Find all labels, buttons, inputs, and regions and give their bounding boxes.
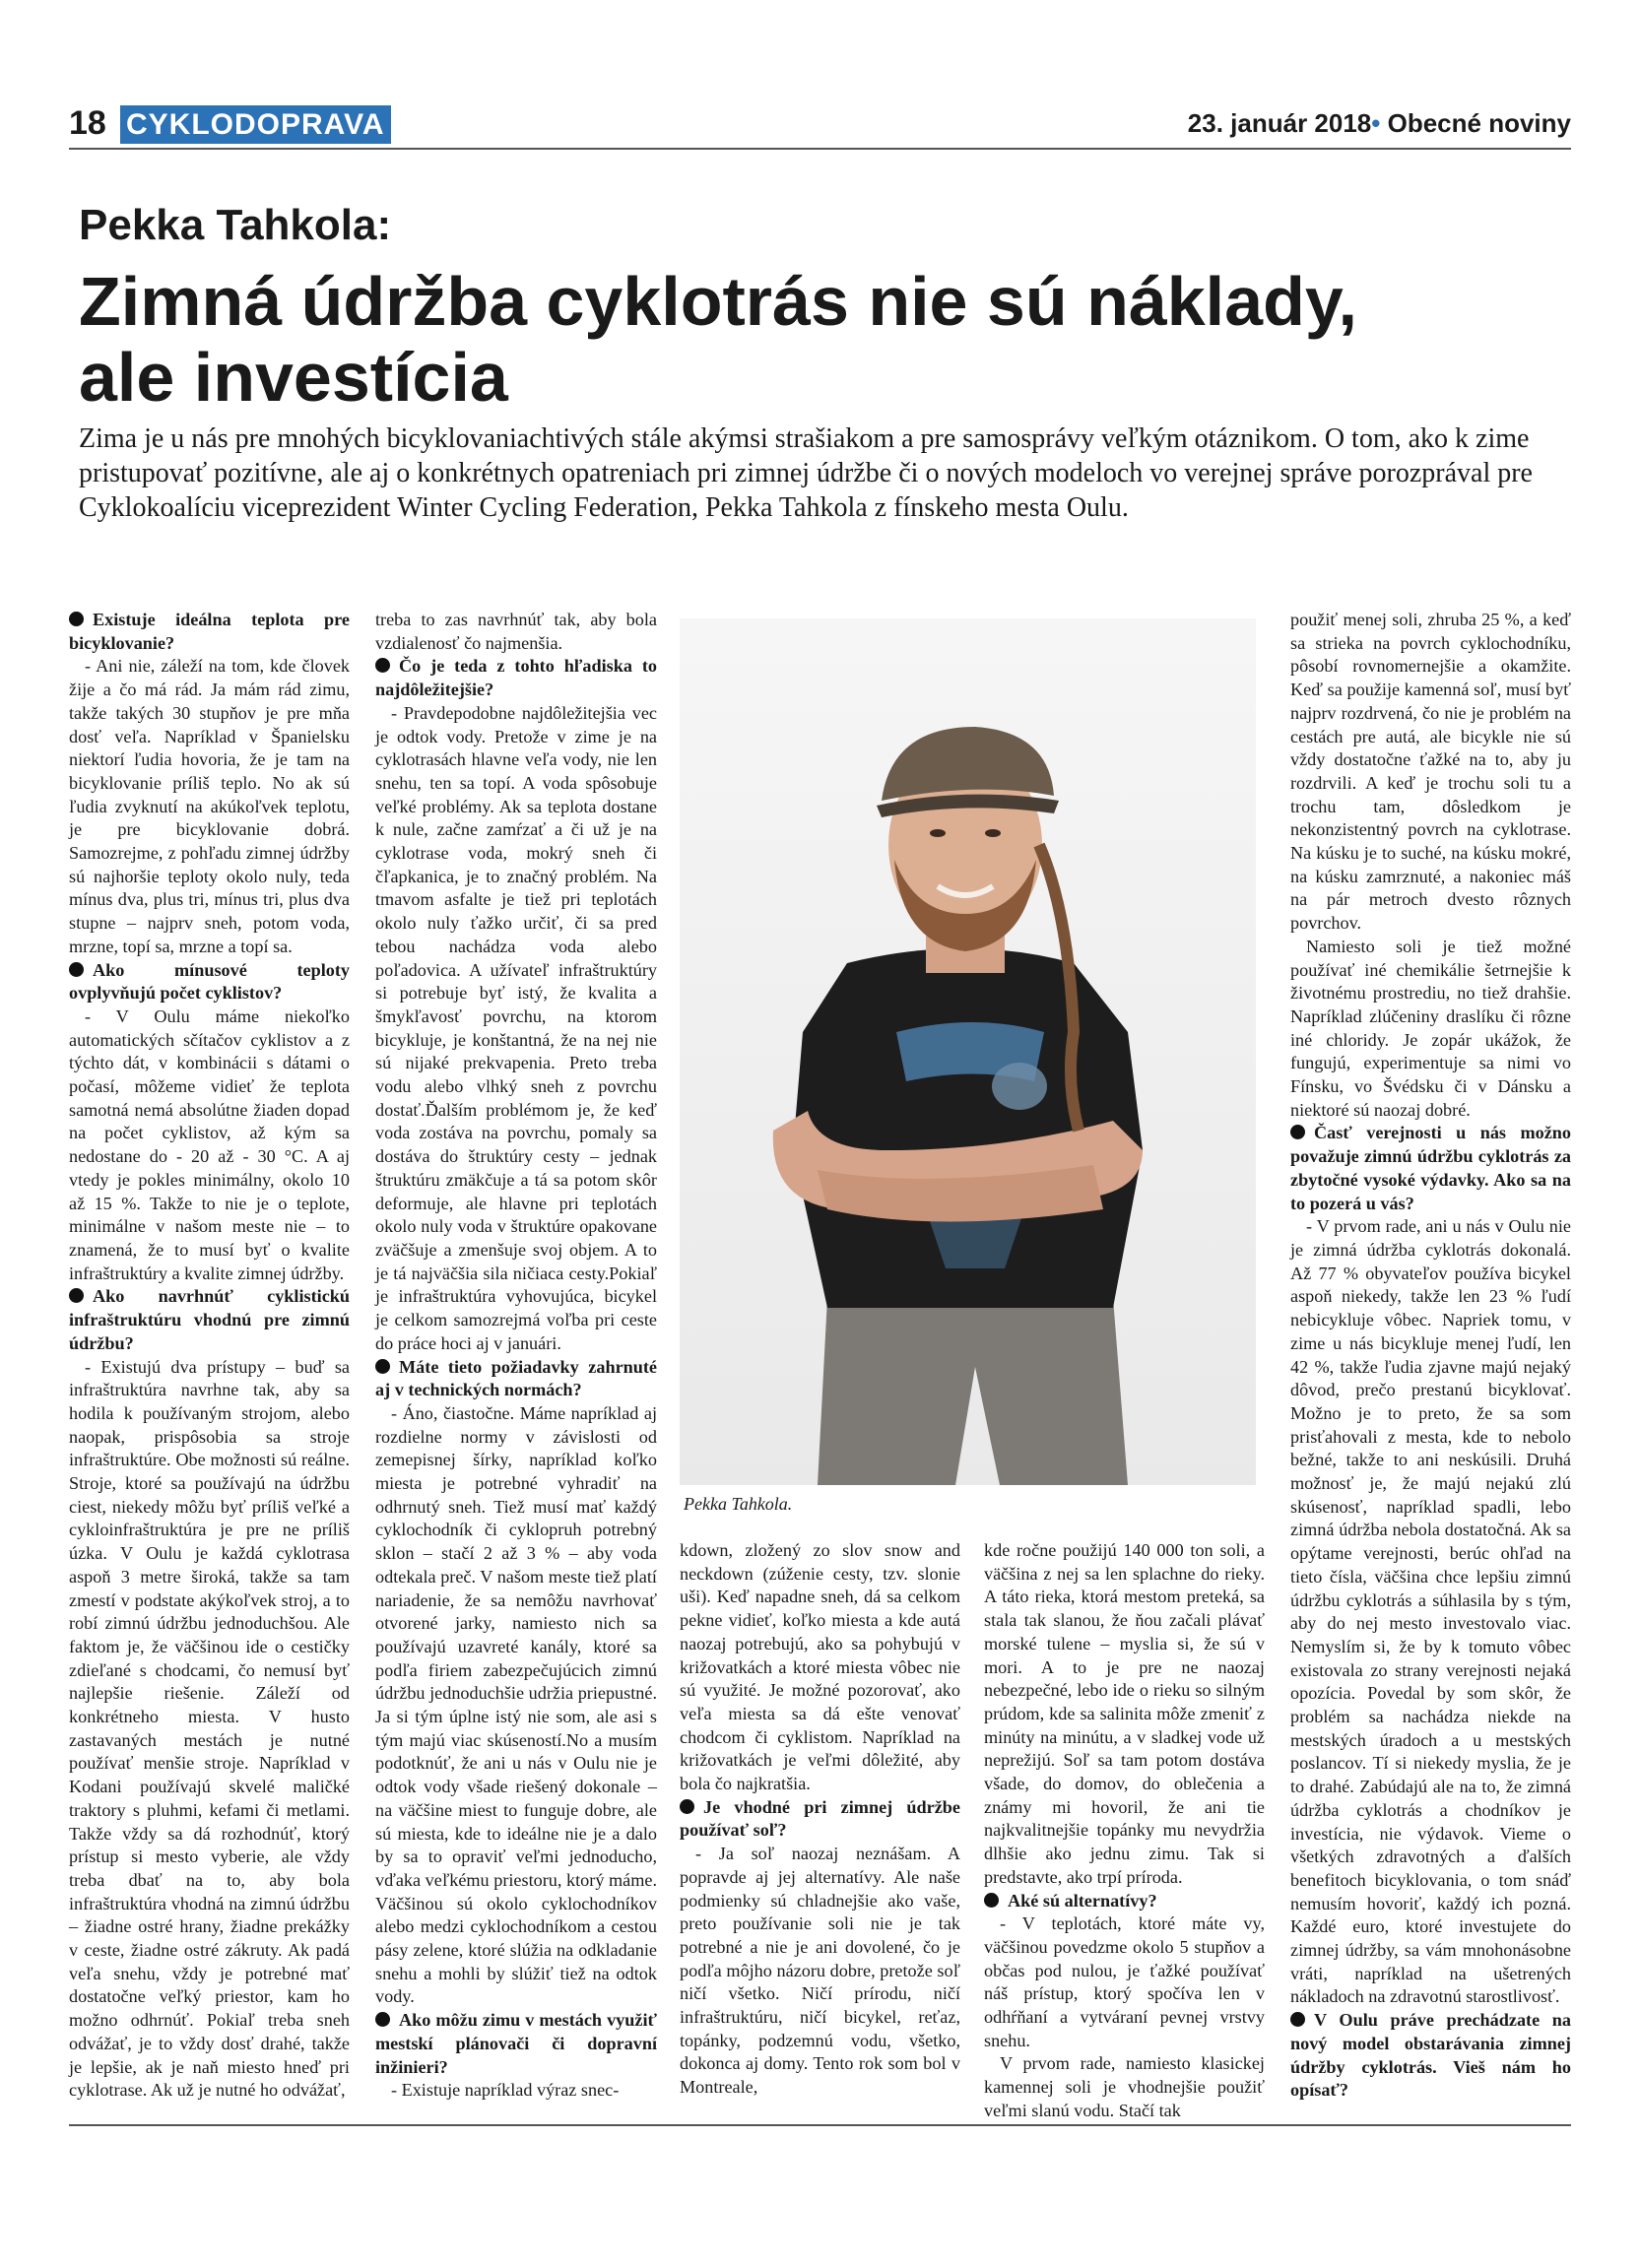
interview-question <box>1290 1122 1571 1215</box>
interview-answer: V prvom rade, namiesto klasickej kamennej soli je vhodnejšie použiť veľmi slanú vodu. Stačí tak <box>984 2053 1265 2120</box>
interview-question <box>69 959 350 1005</box>
interview-question <box>375 655 657 701</box>
photo-caption: Pekka Tahkola. <box>684 1494 793 1514</box>
interview-answer: - V prvom rade, ani u nás v Oulu nie je zimná údržba cyklotrás dokonalá. Až 77 % obyvateľov používa bicykel aspoň niekedy, takže len 23 % ľudí nebicykluje vôbec. Napriek tomu, v zime u nás bicykluje menej ľudí, len 42 %, takže ľudia zjavne majú nejaký dôvod, prečo prestanú bicyklovať. Možno je to preto, že sa som prisťahovali z mesta, kde to nebolo bežné, takže to ani neskúsili. Druhá možnosť je, že majú nejakú zlú skúsenosť, napríklad spadli, lebo zimná údržba nebola dostatočná. Ak sa opýtame verejnosti, berúc ohľad na tieto čísla, väčšina chce lepšiu zimnú údržbu cyklotrás a súhlasila by s tým, aby do nej mesto investovalo viac. Nemyslím si, že by k tomuto vôbec existovala zo strany verejnosti nejaká opozícia. Povedal by som skôr, že problém sa nachádza niekde na mestských úradoch a u mestských poslancov. Tí si niekedy myslia, že je to drahé. Zabúdajú ale na to, že zimná údržba cyklotrás a chodníkov je investícia, nie výdavok. Vieme o všetkých zdravotných a ďalších benefitoch bicyklovania, o tom snáď nemusím hovoriť, každý ich pozná. Každé euro, ktoré investujete do zimnej údržby, sa vám mnohonásobne vráti, napríklad na ušetrených nákladoch na zdravotnú starostlivosť. <box>1290 1216 1571 2007</box>
header-rule <box>69 148 1571 150</box>
question-text: Aké sú alternatívy? <box>1008 1890 1157 1911</box>
interview-answer: - Áno, čiastočne. Máme napríklad aj rozdielne normy v závislosti od zemepisnej šírky, napríklad koľko miesta je potrebné vyhradiť na odhrnutý sneh. Tiež musí mať každý cyklochodník či cyklopruh potrebný sklon – stačí 2 až 3 % – aby voda odtekala preč. V našom meste tiež platí nariadenie, že sa nemôžu navrhovať otvorené jarky, namiesto nich sa používajú uzavreté kanály, ktoré sa podľa firiem zabezpečujúcich zimnú údržbu jednoduchšie udržia priepustné. Ja si tým úplne istý nie som, ale asi s tým majú viac skúseností.No a musím podotknúť, že ani u nás v Oulu nie je odtok vody všade riešený dokonale – na väčšine miest to funguje dobre, ale sú miesta, kde to ideálne nie je a dalo by sa to opraviť veľmi jednoducho, vďaka veľkému priestoru, ktorý máme. Väčšinou sú okolo cyklochodníkov alebo medzi cyklochodníkom a cestou pásy zelene, ktoré slúžia na odkladanie snehu a mohli by slúžiť tiež na odtok vody. <box>375 1402 657 2007</box>
interview-question <box>375 1356 657 1402</box>
question-text: Existuje ideálna teplota pre bicyklovanie? <box>69 610 350 653</box>
interview-answer: - Existujú dva prístupy – buď sa infraštruktúra navrhne tak, aby sa hodila k používaným strojom, alebo naopak, prispôsobia sa stroje infraštruktúre. Obe možnosti sú reálne. Stroje, ktoré sa používajú na údržbu ciest, niekedy môžu byť príliš veľké a cykloinfraštruktúra je pre ne príliš úzka. V Oulu je každá cyklotrasa aspoň 3 metre široká, takže sa tam zmestí v podstate akýkoľvek stroj, a to robí zimnú údržbu jednoduchšou. Ale faktom je, že väčšinou ide o cestičky zdieľané s chodcami, čo nemusí byť najlepšie riešenie. Záleží od konkrétneho miesta. V husto zastavaných mestách je nutné používať menšie stroje. Napríklad v Kodani používajú skvelé maličké traktory s pluhmi, kefami či metlami. Takže vždy sa dá rozhodnúť, ktorý prístup si mesto vyberie, ale vždy treba dbať na to, aby bola infraštruktúra vhodná na zimnú údržbu – žiadne ostré hrany, žiadne prekážky v ceste, žiadne ostré zákruty. Ak padá veľa snehu, vždy je potrebné mať dostatočne veľký priestor, kam ho možno odhrnúť. Pokiaľ treba sneh odvážať, je to vždy dosť drahé, takže je lepšie, ak je naň miesto hneď pri cyklotrase. Ak už je nutné ho odvážať, <box>69 1356 350 2101</box>
dateline <box>1188 108 1571 139</box>
question-text: Časť verejnosti u nás možno považuje zimnú údržbu cyklotrás za zbytočné vysoké výdavky. Ako sa na to pozerá u vás? <box>1290 1123 1571 1213</box>
interview-question <box>375 2009 657 2079</box>
bullet-icon <box>69 612 84 626</box>
interview-question <box>1290 2009 1571 2103</box>
interview-question <box>680 1796 960 1843</box>
continued-text: použiť menej soli, zhruba 25 %, a keď sa strieka na povrch cyklochodníku, pôsobí rovnomernejšie a okamžite. Keď sa použije kamenná soľ, musí byť najprv rozdrvená, čo nie je problém na cestách pre autá, ale bicykle nie sú vždy dostatočne ťažké na to, aby ju rozdrvili. A keď je trochu soli tu a trochu tam, dôsledkom je nekonzistentný povrch na cyklotrase. Na kúsku je to suché, na kúsku mokré, na kúsku zamrznuté, a nakoniec máš na pár metroch dvesto rôznych povrchov. <box>1290 610 1571 934</box>
article-column-4 <box>984 1539 1265 2123</box>
issue-date: 23. január 2018 <box>1187 108 1372 138</box>
bullet-icon <box>680 1799 694 1814</box>
question-text: Ako navrhnúť cyklistickú infraštruktúru vhodnú pre zimnú údržbu? <box>69 1286 350 1353</box>
bullet-icon <box>375 658 390 673</box>
interview-answer: - Ani nie, záleží na tom, kde človek žije a čo má rád. Ja mám rád zimu, takže takých 30 stupňov je pre mňa dosť veľa. Napríklad v Španielsku niektorí ľudia hovoria, že je tam na bicyklovanie príliš teplo. No ak sú ľudia zvyknutí na akúkoľvek teplotu, je pre bicyklovanie dobrá. Samozrejme, z pohľadu zimnej údržby sú najhoršie teploty okolo nuly, teda mínus dva, plus tri, mínus tri, plus dva stupne – najprv sneh, potom voda, mrzne, topí sa, mrzne a topí sa. <box>69 656 350 956</box>
portrait-photo <box>680 618 1256 1485</box>
bullet-icon <box>375 2012 390 2027</box>
page-number: 18 <box>69 104 106 142</box>
interview-question <box>984 1890 1265 1913</box>
bullet-icon <box>1290 1125 1305 1139</box>
article-lead: Zima je u nás pre mnohých bicyklovaniachtivých stále akýmsi strašiakom a pre samosprávy veľkým otáznikom. O tom, ako k zime pristupovať pozitívne, ale aj o konkrétnych opatreniach pri zimnej údržbe či o nových modeloch vo verejnej správe porozprával pre Cyklokoalíciu viceprezident Winter Cycling Federation, Pekka Tahkola z fínskeho mesta Oulu. <box>79 423 1533 523</box>
continued-text: kdown, zložený zo slov snow and neckdown (zúženie cesty, tzv. slonie uši). Keď napadne sneh, dá sa celkom pekne vidieť, koľko miesta a kde autá naozaj potrebujú, ako sa pohybujú v križovatkách a ktoré miesta vôbec nie sú využité. Je možné pozorovať, ako veľa miesta sa dá ešte venovať chodcom či cyklistom. Napríklad na križovatkách je veľmi dôležité, aby bola čo najkratšia. <box>680 1540 960 1794</box>
question-text: Ako môžu zimu v mestách využiť mestskí plánovači či dopravní inžinieri? <box>375 2010 657 2077</box>
question-text: Ako mínusové teploty ovplyvňujú počet cyklistov? <box>69 959 350 1004</box>
title-line-1: Zimná údržba cyklotrás nie sú náklady, <box>79 263 1358 340</box>
article-column-5 <box>1290 609 1571 2103</box>
question-text: Čo je teda z tohto hľadiska to najdôležitejšie? <box>375 656 657 700</box>
separator-dot: • <box>1371 108 1381 138</box>
portrait-illustration <box>680 618 1256 1485</box>
interview-answer: - Ja soľ naozaj neznášam. A popravde aj jej alternatívy. Ale naše podmienky sú chladnejšie ako vaše, preto používanie soli nie je tak potrebné a nie je ani dovolené, čo je podľa môjho názoru dobre, pretože soľ ničí všetko. Ničí prírodu, ničí infraštruktúru, ničí bicykel, reťaz, topánky, podzemnú vodu, všetko, dokonca aj domy. Tento rok som bol v Montreale, <box>680 1844 960 2098</box>
question-text: Je vhodné pri zimnej údržbe používať soľ? <box>680 1796 960 1841</box>
continued-text: treba to zas navrhnúť tak, aby bola vzdialenosť čo najmenšia. <box>375 610 657 653</box>
bullet-icon <box>1290 2012 1305 2027</box>
article-column-3 <box>680 1539 960 2100</box>
footer-rule <box>69 2124 1571 2126</box>
article-column-1 <box>69 609 350 2103</box>
bullet-icon <box>69 1288 84 1303</box>
publication-name: Obecné noviny <box>1387 108 1571 138</box>
article-title <box>79 264 1556 416</box>
interview-answer: - Existuje napríklad výraz snec- <box>391 2080 620 2101</box>
bullet-icon <box>69 962 84 977</box>
question-text: V Oulu práve prechádzate na nový model obstarávania zimnej údržby cyklotrás. Vieš nám ho opísať? <box>1290 2010 1571 2101</box>
bullet-icon <box>375 1359 390 1374</box>
interview-question <box>69 609 350 655</box>
interview-answer: - V Oulu máme niekoľko automatických sčítačov cyklistov a z týchto dát, v kombinácii s dátami o počasí, môžeme vidieť že teplota samotná nemá absolútne žiaden dopad na počet cyklistov, až kým sa nedostane do - 20 až - 30 °C. A aj vtedy je pokles minimálny, okolo 10 až 15 %. Takže to nie je o teplote, minimálne v našom meste nie – to znamená, že to musí byť o kvalite infraštruktúry a kvalite zimnej údržby. <box>69 1005 350 1283</box>
interview-answer: - Pravdepodobne najdôležitejšia vec je odtok vody. Pretože v zime je na cyklotrasách hlavne veľa vody, nie len snehu, ten sa topí. A voda spôsobuje veľké problémy. Ak sa teplota dostane k nule, začne zamŕzať a či už je na cyklotrase voda, mokrý sneh či čľapkanica, je to značný problém. Na tmavom asfalte je tiež pri teplotách okolo nuly ťažko určiť, či sa pred tebou nachádza voda alebo poľadovica. A užívateľ infraštruktúry si potrebuje byť istý, že kvalita a šmykľavosť povrchu, na ktorom bicykluje, je konštantná, že na nej nie sú nijaké prekvapenia. Preto treba vodu alebo vlhký sneh z povrchu dostať.Ďalším problémom je, že keď voda zostáva na povrchu, pomaly sa dostáva do štruktúry cesty – jednak štruktúru zmäkčuje a tá sa potom skôr deformuje, ale hlavne pri teplotách okolo nuly voda v štruktúre opakovane zväčšuje a zmenšuje svoj objem. A to je tá najväčšia sila ničiaca cesty.Pokiaľ je infraštruktúra vyhovujúca, bicykel je celkom samozrejmá voľba pri ceste do práce hoci aj v januári. <box>375 702 657 1353</box>
bullet-icon <box>984 1893 999 1908</box>
article-kicker: Pekka Tahkola: <box>79 201 392 249</box>
interview-question <box>69 1285 350 1355</box>
title-line-2: ale investícia <box>79 339 508 416</box>
interview-answer: Namiesto soli je tiež možné používať iné chemikálie šetrnejšie k životnému prostrediu, no tiež drahšie. Napríklad zlúčeniny draslíku či rôzne iné chloridy. Je zopár ukážok, že fungujú, experimentuje sa nimi vo Fínsku, vo Švédsku či v Dánsku a niektoré sú naozaj dobré. <box>1290 936 1571 1120</box>
interview-answer: - V teplotách, ktoré máte vy, väčšinou povedzme okolo 5 stupňov a občas pod nulou, je ťažké používať náš prístup, ktorý spočíva len v odhŕňaní a vytváraní pevnej vrstvy snehu. <box>984 1913 1265 2050</box>
article-column-2 <box>375 609 657 2103</box>
section-label: CYKLODOPRAVA <box>120 105 391 144</box>
continued-text: kde ročne použijú 140 000 ton soli, a väčšina z nej sa len splachne do rieky. A táto rieka, ktorá mestom preteká, sa stala tak slanou, že ňou začali plávať morské tulene – myslia si, že sú v mori. A to je pre ne naozaj nebezpečné, lebo ide o rieku so silným prúdom, kde sa salinita môže zmeniť z minúty na minútu, a v sladkej vode už neprežijú. Soľ sa tam potom dostáva všade, do domov, do oblečenia a známy mi hovoril, že ani tie najkvalitnejšie topánky mu nevydržia dlhšie ako jednu zimu. Tak si predstavte, ako trpí príroda. <box>984 1540 1265 1887</box>
page-header <box>69 102 1571 150</box>
question-text: Máte tieto požiadavky zahrnuté aj v technických normách? <box>375 1356 657 1400</box>
